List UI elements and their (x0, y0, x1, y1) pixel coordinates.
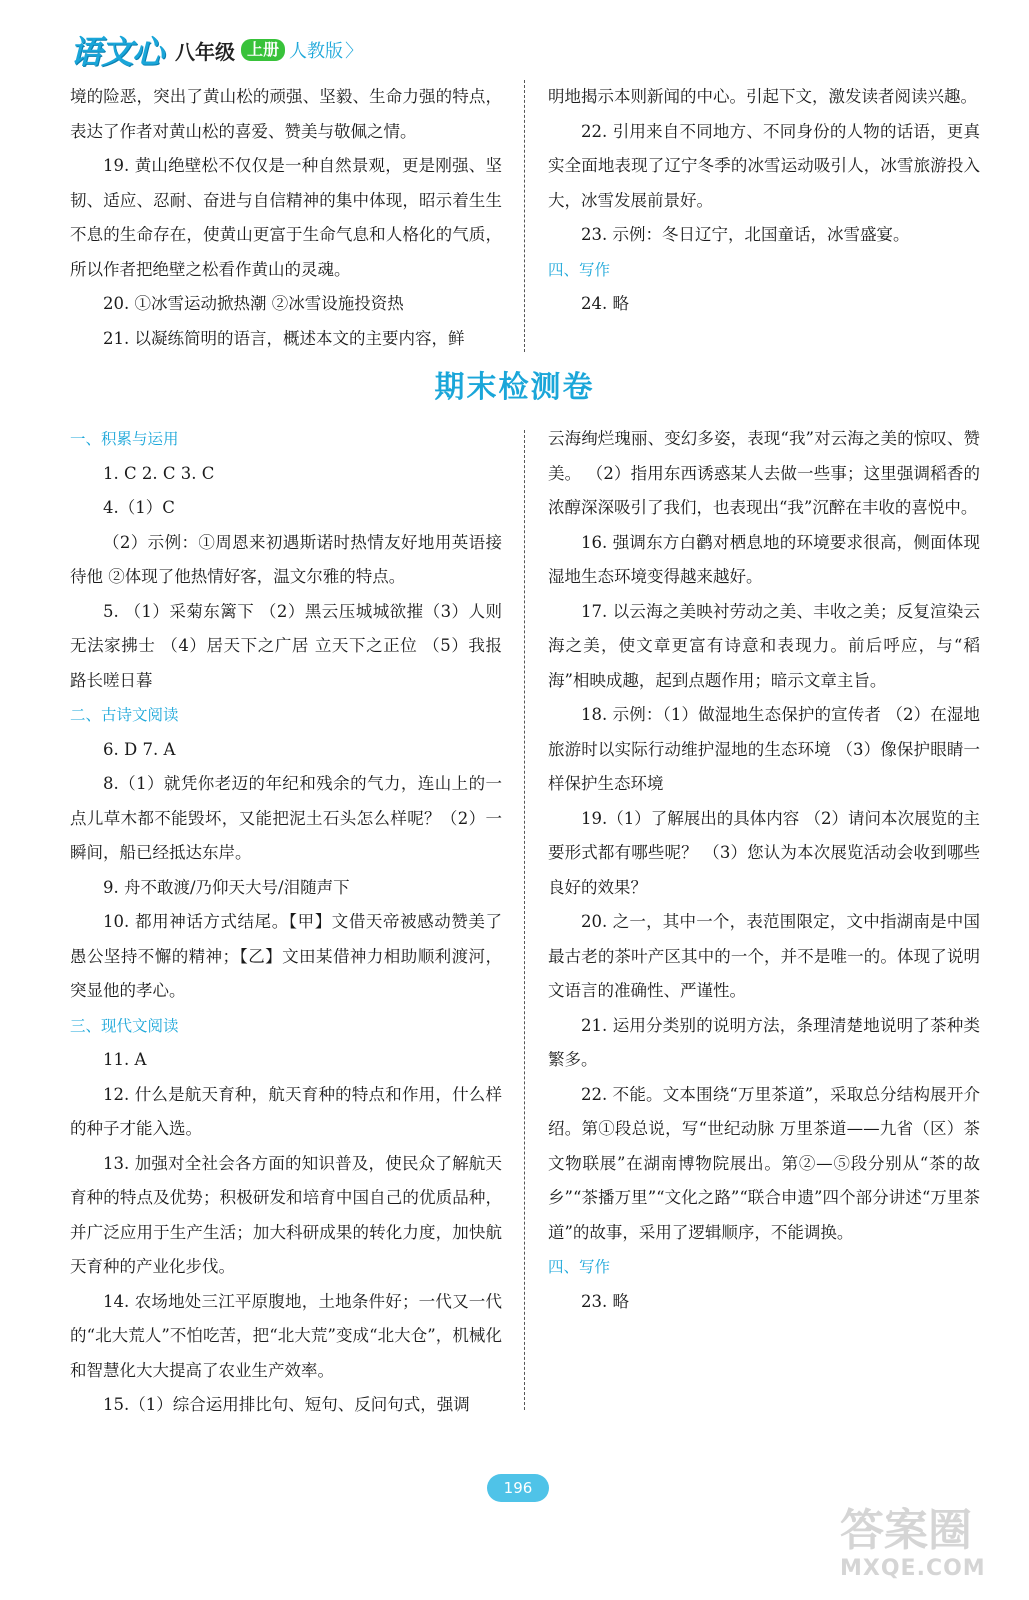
section-heading: 二、古诗文阅读 (70, 706, 179, 724)
answer-paragraph: 14. 农场地处三江平原腹地，土地条件好；一代又一代的“北大荒人”不怕吃苦，把“北大荒”变成“北大仓”，机械化和智慧化大大提高了农业生产效率。 (70, 1291, 502, 1380)
top-left-column (70, 80, 502, 356)
answer-paragraph: 明地揭示本则新闻的中心。引起下文，激发读者阅读兴趣。 (548, 87, 977, 106)
answer-paragraph: 24. 略 (581, 294, 629, 313)
answer-paragraph: 11. A (103, 1050, 147, 1069)
column-divider (524, 430, 525, 1410)
answer-paragraph: 12. 什么是航天育种，航天育种的特点和作用，什么样的种子才能入选。 (70, 1084, 502, 1138)
answer-paragraph: 4.（1）C (103, 498, 175, 517)
chevron-right-icon: 〉 (345, 41, 364, 62)
page-title: 期末检测卷 (434, 370, 595, 405)
section-heading: 四、写作 (548, 260, 611, 279)
bottom-left-column (70, 422, 502, 1423)
page-header (70, 30, 363, 70)
answer-paragraph: 19. 黄山绝壁松不仅仅是一种自然景观，更是刚强、坚韧、适应、忍耐、奋进与自信精神的集中体现，昭示着生生不息的生命存在，使黄山更富于生命气息和人格化的气质，所以作者把绝壁之松看作黄山的灵魂。 (70, 156, 502, 279)
answer-paragraph: 19.（1）了解展出的具体内容 （2）请问本次展览的主要形式都有哪些呢？ （3）您认为本次展览活动会收到哪些良好的效果？ (548, 808, 980, 897)
brand-logo: 语文心 (70, 33, 164, 71)
top-right-column (548, 80, 980, 322)
answer-paragraph: 境的险恶，突出了黄山松的顽强、坚毅、生命力强的特点，表达了作者对黄山松的喜爱、赞美与敬佩之情。 (70, 87, 502, 141)
watermark-logo (840, 1506, 1010, 1592)
bottom-right-column (548, 422, 980, 1319)
answer-paragraph: 21. 以凝练简明的语言，概述本文的主要内容，鲜 (103, 328, 465, 348)
answer-paragraph: 20. 之一，其中一个，表范围限定，文中指湖南是中国最古老的茶叶产区其中的一个，并不是唯一的。体现了说明文语言的准确性、严谨性。 (548, 912, 980, 1000)
edition-label: 人教版 (289, 41, 344, 62)
answer-paragraph: 10. 都用神话方式结尾。【甲】文借天帝被感动赞美了愚公坚持不懈的精神；【乙】文田某借神力相助顺利渡河，突显他的孝心。 (70, 912, 502, 1000)
answer-paragraph: 9. 舟不敢渡/乃仰天大号/泪随声下 (103, 877, 350, 897)
answer-paragraph: 13. 加强对全社会各方面的知识普及，使民众了解航天育种的特点及优势；积极研发和培育中国自己的优质品种，并广泛应用于生产生活；加大科研成果的转化力度，加快航天育种的产业化步伐。 (70, 1153, 502, 1276)
answer-paragraph: 22. 引用来自不同地方、不同身份的人物的话语，更真实全面地表现了辽宁冬季的冰雪运动吸引人，冰雪旅游投入大，冰雪发展前景好。 (548, 121, 980, 210)
volume-badge: 上册 (241, 39, 285, 61)
answer-paragraph: 18. 示例：（1）做湿地生态保护的宣传者 （2）在湿地旅游时以实际行动维护湿地的生态环境 （3）像保护眼睛一样保护生态环境 (548, 705, 980, 793)
watermark-url: MXQE.COM (840, 1556, 986, 1581)
section-heading: 三、现代文阅读 (70, 1016, 179, 1035)
answer-paragraph: 16. 强调东方白鹳对栖息地的环境要求很高，侧面体现湿地生态环境变得越来越好。 (548, 532, 980, 586)
answer-paragraph: 云海绚烂瑰丽、变幻多姿，表现“我”对云海之美的惊叹、赞美。 （2）指用东西诱惑某人去做一些事；这里强调稻香的浓醇深深吸引了我们，也表现出“我”沉醉在丰收的喜悦中。 (548, 429, 980, 517)
watermark-text: 答案圈 (840, 1505, 972, 1556)
section-heading: 一、积累与运用 (70, 430, 179, 448)
answer-paragraph: 22. 不能。文本围绕“万里茶道”，采取总分结构展开介绍。第①段总说，写“世纪动脉 万里茶道——九省（区）茶文物联展”在湖南博物院展出。第②—⑤段分别从“茶的故乡”“茶播万里”“文化之路”“联合申遗”四个部分讲述“万里茶道”的故事，采用了逻辑顺序，不能调换。 (548, 1084, 980, 1242)
answer-paragraph: 21. 运用分类别的说明方法，条理清楚地说明了茶种类繁多。 (548, 1015, 980, 1069)
page-number: 196 (487, 1474, 549, 1502)
answer-paragraph: 1. C 2. C 3. C (103, 463, 215, 483)
section-heading: 四、写作 (548, 1258, 611, 1276)
answer-paragraph: 23. 示例：冬日辽宁，北国童话，冰雪盛宴。 (581, 225, 910, 244)
answer-paragraph: 6. D 7. A (103, 739, 176, 759)
answer-paragraph: 5. （1）采菊东篱下 （2）黑云压城城欲摧（3）人则无法家拂士 （4）居天下之广居 立天下之正位 （5）我报路长嗟日暮 (70, 601, 502, 690)
answer-paragraph: 17. 以云海之美映衬劳动之美、丰收之美；反复渲染云海之美，使文章更富有诗意和表现力。前后呼应，与“稻海”相映成趣，起到点题作用；暗示文章主旨。 (548, 601, 980, 690)
answer-paragraph: 8.（1）就凭你老迈的年纪和残余的气力，连山上的一点儿草木都不能毁坏，又能把泥土石头怎么样呢？（2）一瞬间，船已经抵达东岸。 (70, 774, 502, 862)
column-divider (524, 80, 525, 352)
answer-paragraph: （2）示例：①周恩来初遇斯诺时热情友好地用英语接待他 ②体现了他热情好客，温文尔雅的特点。 (70, 532, 502, 586)
grade-label: 八年级 (175, 39, 236, 64)
answer-paragraph: 15.（1）综合运用排比句、短句、反问句式，强调 (103, 1395, 470, 1414)
answer-paragraph: 20. ①冰雪运动掀热潮 ②冰雪设施投资热 (103, 294, 404, 313)
answer-paragraph: 23. 略 (581, 1291, 629, 1311)
